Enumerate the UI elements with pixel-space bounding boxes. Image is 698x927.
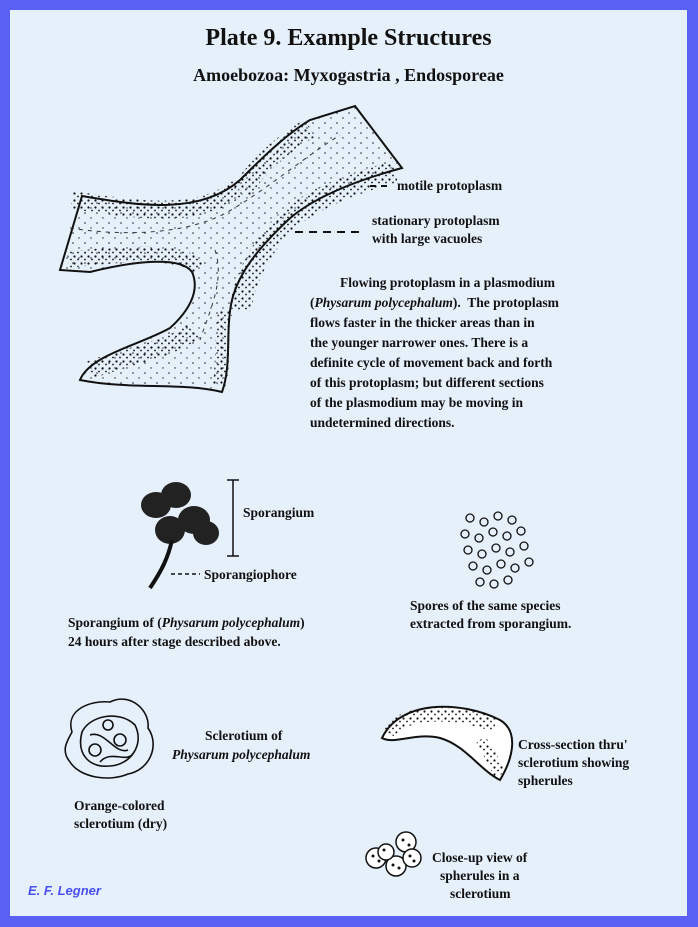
caption-cross-section-2: sclerotium showing <box>518 755 630 770</box>
label-sclerotium-species: Physarum polycephalum <box>172 747 311 762</box>
label-motile-protoplasm: motile protoplasm <box>397 178 503 193</box>
cross-section-drawing <box>382 707 512 780</box>
desc-line: flows faster in the thicker areas than in <box>310 315 535 330</box>
desc-line: of the plasmodium may be moving in <box>310 395 524 410</box>
caption-cross-section-1: Cross-section thru' <box>518 737 628 752</box>
label-large-vacuoles: with large vacuoles <box>372 231 483 246</box>
label-sporangium: Sporangium <box>243 505 315 520</box>
caption-spores-line1: Spores of the same species <box>410 598 561 613</box>
author-signature: E. F. Legner <box>28 883 101 898</box>
caption-orange-sclerotium: Orange-colored <box>74 798 165 813</box>
caption-sporangium-line2: 24 hours after stage described above. <box>68 634 281 649</box>
plate-panel <box>10 10 687 916</box>
caption-spores-line2: extracted from sporangium. <box>410 616 572 631</box>
desc-line: the younger narrower ones. There is a <box>310 335 529 350</box>
illustrations <box>10 10 687 916</box>
desc-line: definite cycle of movement back and forth <box>310 355 553 370</box>
label-stationary-protoplasm: stationary protoplasm <box>372 213 500 228</box>
caption-closeup-1: Close-up view of <box>432 850 528 865</box>
desc-line: (Physarum polycephalum). The protoplasm <box>310 295 559 310</box>
sclerotium-drawing <box>65 699 153 778</box>
species-name: Physarum polycephalum <box>314 295 453 310</box>
label-sporangiophore: Sporangiophore <box>204 567 297 582</box>
plate-subtitle: Amoebozoa: Myxogastria , Endosporeae <box>193 65 504 85</box>
desc-line: of this protoplasm; but different sections <box>310 375 544 390</box>
plasmodium-description <box>310 273 640 433</box>
desc-line: Flowing protoplasm in a plasmodium <box>340 275 556 290</box>
caption-closeup-2: spherules in a <box>440 868 520 883</box>
label-sclerotium-of: Sclerotium of <box>205 728 283 743</box>
spherules-drawing <box>366 832 421 876</box>
desc-text: The protoplasm <box>467 295 559 310</box>
caption-dry: sclerotium (dry) <box>74 816 168 831</box>
caption-sporangium-line1: Sporangium of (Physarum polycephalum) <box>68 615 305 630</box>
desc-line: undetermined directions. <box>310 415 455 430</box>
caption-cross-section-3: spherules <box>518 773 573 788</box>
spores-drawing <box>461 512 533 588</box>
caption-closeup-3: sclerotium <box>450 886 511 901</box>
plate-title: Plate 9. Example Structures <box>205 25 492 51</box>
